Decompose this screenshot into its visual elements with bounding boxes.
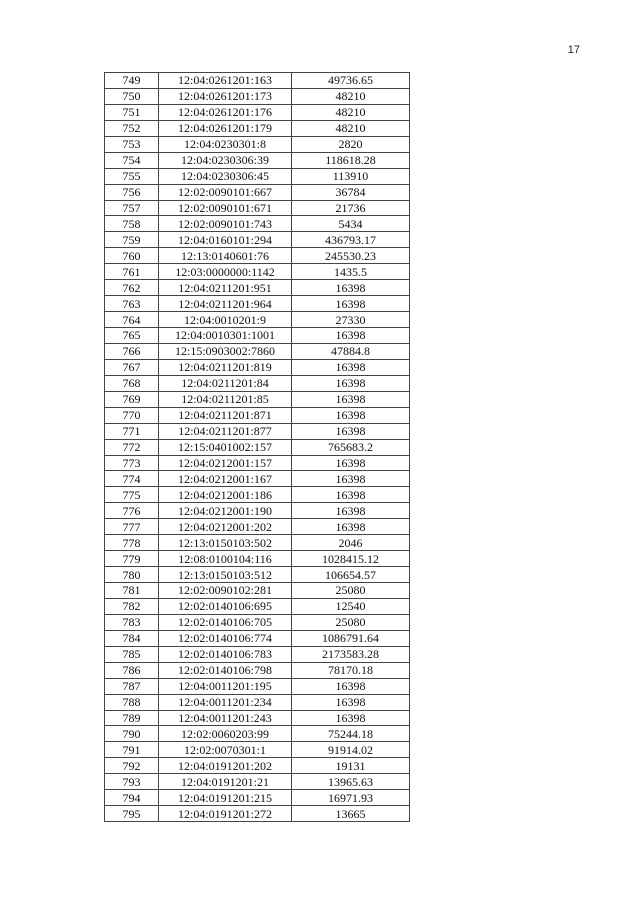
value-cell: 16398 bbox=[292, 280, 410, 296]
row-number-cell: 750 bbox=[105, 88, 159, 104]
value-cell: 436793.17 bbox=[292, 232, 410, 248]
table-row bbox=[105, 136, 410, 152]
cadastral-number-cell: 12:04:0261201:163 bbox=[159, 73, 292, 89]
value-cell: 48210 bbox=[292, 88, 410, 104]
cadastral-number-cell: 12:04:0212001:202 bbox=[159, 519, 292, 535]
row-number-cell: 767 bbox=[105, 359, 159, 375]
cadastral-number-cell: 12:02:0090101:667 bbox=[159, 184, 292, 200]
value-cell: 16398 bbox=[292, 487, 410, 503]
table-row bbox=[105, 248, 410, 264]
cadastral-number-cell: 12:02:0060203:99 bbox=[159, 726, 292, 742]
row-number-cell: 754 bbox=[105, 152, 159, 168]
row-number-cell: 785 bbox=[105, 646, 159, 662]
cadastral-number-cell: 12:04:0211201:877 bbox=[159, 423, 292, 439]
value-cell: 36784 bbox=[292, 184, 410, 200]
cadastral-number-cell: 12:15:0401002:157 bbox=[159, 439, 292, 455]
cadastral-number-cell: 12:04:0010201:9 bbox=[159, 312, 292, 328]
value-cell: 75244.18 bbox=[292, 726, 410, 742]
value-cell: 106654.57 bbox=[292, 567, 410, 583]
table-row bbox=[105, 471, 410, 487]
value-cell: 47884.8 bbox=[292, 343, 410, 359]
value-cell: 16398 bbox=[292, 471, 410, 487]
table-row bbox=[105, 343, 410, 359]
table-row bbox=[105, 88, 410, 104]
value-cell: 19131 bbox=[292, 758, 410, 774]
value-cell: 21736 bbox=[292, 200, 410, 216]
value-cell: 16398 bbox=[292, 455, 410, 471]
table-row bbox=[105, 694, 410, 710]
value-cell: 25080 bbox=[292, 583, 410, 599]
cadastral-number-cell: 12:04:0230306:39 bbox=[159, 152, 292, 168]
table-row bbox=[105, 184, 410, 200]
value-cell: 48210 bbox=[292, 104, 410, 120]
value-cell: 16398 bbox=[292, 519, 410, 535]
table-row bbox=[105, 312, 410, 328]
row-number-cell: 777 bbox=[105, 519, 159, 535]
value-cell: 27330 bbox=[292, 312, 410, 328]
table-row bbox=[105, 216, 410, 232]
row-number-cell: 775 bbox=[105, 487, 159, 503]
table-row bbox=[105, 742, 410, 758]
cadastral-number-cell: 12:13:0140601:76 bbox=[159, 248, 292, 264]
cadastral-number-cell: 12:04:0261201:173 bbox=[159, 88, 292, 104]
row-number-cell: 755 bbox=[105, 168, 159, 184]
value-cell: 2173583.28 bbox=[292, 646, 410, 662]
value-cell: 765683.2 bbox=[292, 439, 410, 455]
table-row bbox=[105, 328, 410, 344]
row-number-cell: 760 bbox=[105, 248, 159, 264]
row-number-cell: 771 bbox=[105, 423, 159, 439]
row-number-cell: 749 bbox=[105, 73, 159, 89]
cadastral-number-cell: 12:04:0211201:84 bbox=[159, 375, 292, 391]
cadastral-number-cell: 12:04:0212001:167 bbox=[159, 471, 292, 487]
table-row bbox=[105, 280, 410, 296]
row-number-cell: 778 bbox=[105, 535, 159, 551]
value-cell: 48210 bbox=[292, 120, 410, 136]
cadastral-number-cell: 12:02:0070301:1 bbox=[159, 742, 292, 758]
table-row bbox=[105, 583, 410, 599]
table-row bbox=[105, 152, 410, 168]
value-cell: 118618.28 bbox=[292, 152, 410, 168]
table-row bbox=[105, 774, 410, 790]
row-number-cell: 792 bbox=[105, 758, 159, 774]
table-row bbox=[105, 519, 410, 535]
table-row bbox=[105, 567, 410, 583]
row-number-cell: 757 bbox=[105, 200, 159, 216]
value-cell: 16398 bbox=[292, 375, 410, 391]
table-row bbox=[105, 455, 410, 471]
cadastral-number-cell: 12:04:0211201:951 bbox=[159, 280, 292, 296]
cadastral-number-cell: 12:04:0191201:215 bbox=[159, 790, 292, 806]
row-number-cell: 787 bbox=[105, 678, 159, 694]
value-cell: 16398 bbox=[292, 423, 410, 439]
table-row bbox=[105, 503, 410, 519]
value-cell: 2820 bbox=[292, 136, 410, 152]
table-row bbox=[105, 296, 410, 312]
table-row bbox=[105, 168, 410, 184]
table-row bbox=[105, 758, 410, 774]
value-cell: 16398 bbox=[292, 678, 410, 694]
row-number-cell: 751 bbox=[105, 104, 159, 120]
cadastral-number-cell: 12:04:0211201:85 bbox=[159, 391, 292, 407]
table-row bbox=[105, 790, 410, 806]
table-row bbox=[105, 232, 410, 248]
cadastral-table bbox=[104, 72, 410, 822]
row-number-cell: 762 bbox=[105, 280, 159, 296]
cadastral-number-cell: 12:13:0150103:512 bbox=[159, 567, 292, 583]
table-row bbox=[105, 726, 410, 742]
cadastral-number-cell: 12:04:0212001:157 bbox=[159, 455, 292, 471]
value-cell: 13665 bbox=[292, 806, 410, 822]
value-cell: 49736.65 bbox=[292, 73, 410, 89]
value-cell: 245530.23 bbox=[292, 248, 410, 264]
table-row bbox=[105, 439, 410, 455]
value-cell: 16398 bbox=[292, 359, 410, 375]
cadastral-number-cell: 12:04:0211201:871 bbox=[159, 407, 292, 423]
table-row bbox=[105, 264, 410, 280]
row-number-cell: 791 bbox=[105, 742, 159, 758]
table-row bbox=[105, 391, 410, 407]
table-row bbox=[105, 630, 410, 646]
row-number-cell: 782 bbox=[105, 598, 159, 614]
cadastral-number-cell: 12:04:0211201:819 bbox=[159, 359, 292, 375]
cadastral-number-cell: 12:02:0140106:798 bbox=[159, 662, 292, 678]
cadastral-number-cell: 12:02:0140106:705 bbox=[159, 614, 292, 630]
value-cell: 16398 bbox=[292, 296, 410, 312]
table-row bbox=[105, 678, 410, 694]
cadastral-number-cell: 12:13:0150103:502 bbox=[159, 535, 292, 551]
row-number-cell: 786 bbox=[105, 662, 159, 678]
cadastral-number-cell: 12:04:0230301:8 bbox=[159, 136, 292, 152]
table-row bbox=[105, 614, 410, 630]
value-cell: 16398 bbox=[292, 710, 410, 726]
cadastral-number-cell: 12:04:0011201:195 bbox=[159, 678, 292, 694]
row-number-cell: 759 bbox=[105, 232, 159, 248]
table-row bbox=[105, 535, 410, 551]
row-number-cell: 763 bbox=[105, 296, 159, 312]
cadastral-number-cell: 12:15:0903002:7860 bbox=[159, 343, 292, 359]
row-number-cell: 752 bbox=[105, 120, 159, 136]
cadastral-number-cell: 12:04:0011201:243 bbox=[159, 710, 292, 726]
row-number-cell: 784 bbox=[105, 630, 159, 646]
row-number-cell: 780 bbox=[105, 567, 159, 583]
cadastral-number-cell: 12:02:0140106:774 bbox=[159, 630, 292, 646]
cadastral-number-cell: 12:04:0212001:186 bbox=[159, 487, 292, 503]
row-number-cell: 761 bbox=[105, 264, 159, 280]
row-number-cell: 781 bbox=[105, 583, 159, 599]
value-cell: 25080 bbox=[292, 614, 410, 630]
table-row bbox=[105, 73, 410, 89]
value-cell: 16398 bbox=[292, 407, 410, 423]
cadastral-number-cell: 12:04:0211201:964 bbox=[159, 296, 292, 312]
row-number-cell: 795 bbox=[105, 806, 159, 822]
row-number-cell: 788 bbox=[105, 694, 159, 710]
cadastral-number-cell: 12:04:0010301:1001 bbox=[159, 328, 292, 344]
table-row bbox=[105, 551, 410, 567]
cadastral-number-cell: 12:02:0140106:783 bbox=[159, 646, 292, 662]
row-number-cell: 772 bbox=[105, 439, 159, 455]
table-row bbox=[105, 375, 410, 391]
table-row bbox=[105, 598, 410, 614]
value-cell: 16398 bbox=[292, 503, 410, 519]
cadastral-number-cell: 12:04:0261201:179 bbox=[159, 120, 292, 136]
value-cell: 16398 bbox=[292, 391, 410, 407]
cadastral-number-cell: 12:02:0140106:695 bbox=[159, 598, 292, 614]
row-number-cell: 789 bbox=[105, 710, 159, 726]
row-number-cell: 753 bbox=[105, 136, 159, 152]
value-cell: 91914.02 bbox=[292, 742, 410, 758]
row-number-cell: 769 bbox=[105, 391, 159, 407]
value-cell: 1086791.64 bbox=[292, 630, 410, 646]
cadastral-number-cell: 12:04:0191201:202 bbox=[159, 758, 292, 774]
row-number-cell: 766 bbox=[105, 343, 159, 359]
table-row bbox=[105, 806, 410, 822]
cadastral-number-cell: 12:04:0191201:21 bbox=[159, 774, 292, 790]
row-number-cell: 779 bbox=[105, 551, 159, 567]
table-row bbox=[105, 359, 410, 375]
row-number-cell: 758 bbox=[105, 216, 159, 232]
value-cell: 13965.63 bbox=[292, 774, 410, 790]
value-cell: 12540 bbox=[292, 598, 410, 614]
table-row bbox=[105, 710, 410, 726]
row-number-cell: 765 bbox=[105, 328, 159, 344]
table-row bbox=[105, 104, 410, 120]
row-number-cell: 794 bbox=[105, 790, 159, 806]
row-number-cell: 756 bbox=[105, 184, 159, 200]
cadastral-number-cell: 12:02:0090102:281 bbox=[159, 583, 292, 599]
page-number: 17 bbox=[567, 44, 580, 56]
row-number-cell: 773 bbox=[105, 455, 159, 471]
value-cell: 78170.18 bbox=[292, 662, 410, 678]
table-body bbox=[105, 73, 410, 822]
cadastral-number-cell: 12:04:0230306:45 bbox=[159, 168, 292, 184]
value-cell: 16398 bbox=[292, 328, 410, 344]
value-cell: 16971.93 bbox=[292, 790, 410, 806]
table-row bbox=[105, 407, 410, 423]
cadastral-number-cell: 12:04:0191201:272 bbox=[159, 806, 292, 822]
table-row bbox=[105, 423, 410, 439]
cadastral-number-cell: 12:03:0000000:1142 bbox=[159, 264, 292, 280]
row-number-cell: 768 bbox=[105, 375, 159, 391]
cadastral-number-cell: 12:02:0090101:743 bbox=[159, 216, 292, 232]
value-cell: 2046 bbox=[292, 535, 410, 551]
cadastral-number-cell: 12:04:0212001:190 bbox=[159, 503, 292, 519]
row-number-cell: 764 bbox=[105, 312, 159, 328]
cadastral-number-cell: 12:04:0011201:234 bbox=[159, 694, 292, 710]
cadastral-number-cell: 12:04:0261201:176 bbox=[159, 104, 292, 120]
cadastral-number-cell: 12:04:0160101:294 bbox=[159, 232, 292, 248]
row-number-cell: 783 bbox=[105, 614, 159, 630]
row-number-cell: 774 bbox=[105, 471, 159, 487]
value-cell: 1435.5 bbox=[292, 264, 410, 280]
value-cell: 5434 bbox=[292, 216, 410, 232]
row-number-cell: 793 bbox=[105, 774, 159, 790]
value-cell: 1028415.12 bbox=[292, 551, 410, 567]
table-row bbox=[105, 487, 410, 503]
table-row bbox=[105, 662, 410, 678]
row-number-cell: 770 bbox=[105, 407, 159, 423]
cadastral-number-cell: 12:08:0100104:116 bbox=[159, 551, 292, 567]
table-row bbox=[105, 646, 410, 662]
value-cell: 16398 bbox=[292, 694, 410, 710]
cadastral-number-cell: 12:02:0090101:671 bbox=[159, 200, 292, 216]
row-number-cell: 776 bbox=[105, 503, 159, 519]
row-number-cell: 790 bbox=[105, 726, 159, 742]
table-row bbox=[105, 200, 410, 216]
value-cell: 113910 bbox=[292, 168, 410, 184]
table-row bbox=[105, 120, 410, 136]
